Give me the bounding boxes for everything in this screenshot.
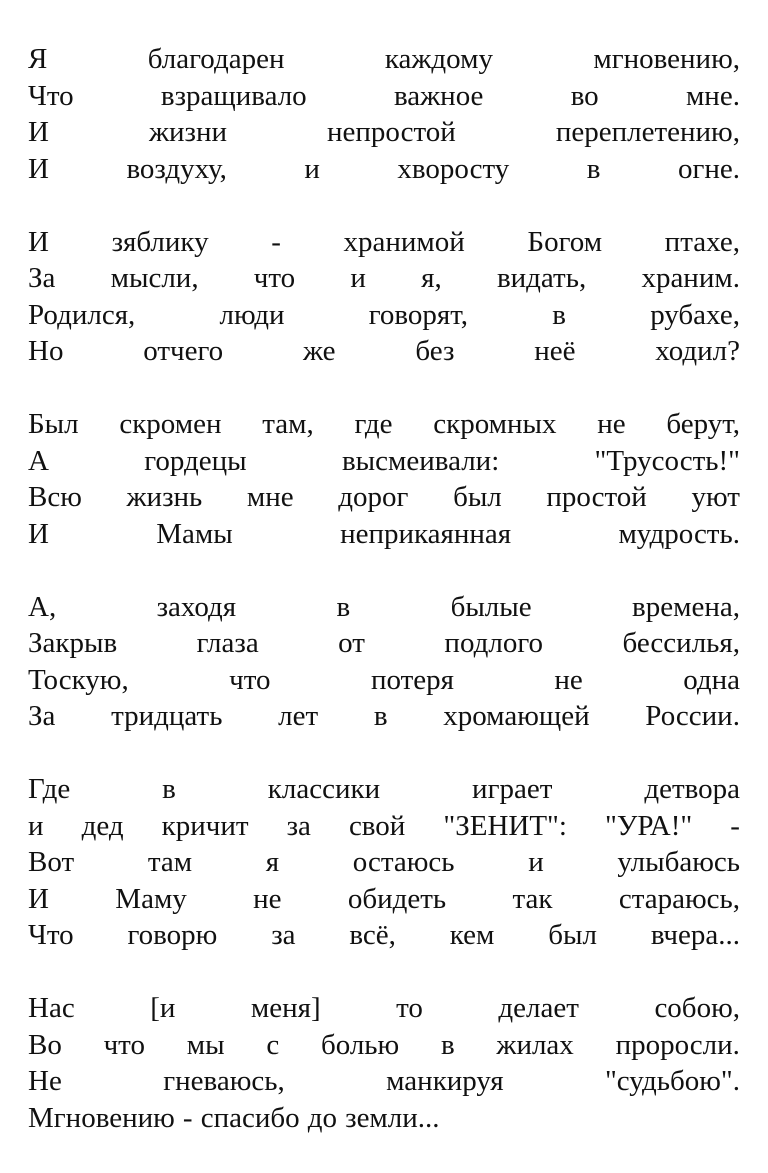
poem-word: лет <box>278 700 319 732</box>
poem-word: [и <box>150 992 176 1024</box>
stanza <box>28 406 740 552</box>
poem-word: огне. <box>677 152 740 185</box>
poem-word: жилах <box>496 1028 574 1061</box>
poem-word: мы <box>186 1028 225 1061</box>
poem-line <box>28 41 740 78</box>
poem-word: каждому <box>384 43 493 75</box>
poem-word: был <box>453 481 502 513</box>
poem-word: мне. <box>685 79 740 112</box>
poem-word: потеря <box>370 663 454 696</box>
poem-word: отчего <box>143 335 224 367</box>
poem-word: хромающей <box>443 700 590 732</box>
poem-word: я <box>265 846 280 878</box>
poem-word: с <box>266 1028 280 1061</box>
poem-word: делает <box>498 992 579 1024</box>
poem-word: уют <box>691 481 740 513</box>
poem-line <box>28 151 740 188</box>
poem-word: Всю <box>28 481 82 513</box>
poem-word: от <box>338 627 365 659</box>
poem-word: собою, <box>654 992 740 1024</box>
poem-line <box>28 1063 740 1100</box>
poem-line <box>28 881 740 918</box>
poem-word: не <box>554 663 583 696</box>
poem-word: что <box>253 262 296 294</box>
poem-word: Родился, <box>28 298 136 331</box>
poem-word: Маму <box>115 882 187 915</box>
poem-word: А, <box>28 590 57 623</box>
poem-word: неё <box>534 335 576 367</box>
poem-word: что <box>103 1028 145 1061</box>
poem-word: в <box>440 1028 455 1061</box>
poem-word: птахе, <box>664 225 740 258</box>
poem-word: И <box>28 225 49 258</box>
poem-word: дорог <box>338 481 409 513</box>
poem-word: И <box>28 517 49 550</box>
poem-word: простой <box>546 481 647 513</box>
poem-word: и <box>28 809 44 842</box>
poem-word: где <box>354 408 393 440</box>
poem-word: что <box>229 663 271 696</box>
poem-word: за <box>286 809 311 842</box>
poem-word: говорю <box>127 919 218 951</box>
poem-word: времена, <box>632 590 740 623</box>
poem-word: мне <box>246 481 294 513</box>
poem-word: глаза <box>196 627 259 659</box>
poem-word: Нас <box>28 992 75 1024</box>
poem-word: Вот <box>28 846 75 878</box>
poem-word: Не <box>28 1065 62 1097</box>
poem-word: Мамы <box>156 517 233 550</box>
poem-word: в <box>162 773 176 805</box>
poem-word: говорят, <box>368 298 468 331</box>
stanza <box>28 41 740 187</box>
poem-word: люди <box>219 298 285 331</box>
poem-word: в <box>552 298 566 331</box>
poem-line <box>28 990 740 1027</box>
poem-word: во <box>570 79 599 112</box>
poem-line <box>28 698 740 735</box>
poem-word: "ЗЕНИТ": <box>443 809 567 842</box>
stanza <box>28 589 740 735</box>
poem-word: и <box>350 262 366 294</box>
poem-word: Богом <box>527 225 603 258</box>
poem-word: зяблику <box>111 225 209 258</box>
poem-word: берут, <box>666 408 740 440</box>
poem-word: гордецы <box>144 444 247 477</box>
poem-word: За <box>28 700 56 732</box>
poem-word: так <box>512 882 553 915</box>
poem-line <box>28 917 740 954</box>
poem-line <box>28 1027 740 1064</box>
poem-line <box>28 479 740 516</box>
poem-line <box>28 297 740 334</box>
poem-word: непростой <box>327 116 456 148</box>
poem-word: детвора <box>644 773 740 805</box>
poem-word: России. <box>645 700 740 732</box>
poem-word: - <box>271 225 281 258</box>
poem-line <box>28 589 740 626</box>
poem-word: "судьбою". <box>604 1065 740 1097</box>
poem-word: жизни <box>148 116 228 148</box>
stanza <box>28 224 740 370</box>
poem-word: же <box>303 335 336 367</box>
poem-word: кричит <box>161 809 249 842</box>
poem-text <box>28 41 740 1173</box>
poem-word: стараюсь, <box>618 882 740 915</box>
poem-line <box>28 443 740 480</box>
poem-word: Что <box>28 79 74 112</box>
poem-word: И <box>28 882 49 915</box>
poem-word: жизнь <box>126 481 203 513</box>
poem-word: Тоскую, <box>28 663 129 696</box>
poem-word: Был <box>28 408 79 440</box>
poem-word: улыбаюсь <box>617 846 740 878</box>
poem-word: видать, <box>496 262 587 294</box>
poem-word: "УРА!" <box>605 809 693 842</box>
poem-line <box>28 224 740 261</box>
poem-word: неприкаянная <box>340 517 512 550</box>
poem-word: заходя <box>156 590 237 623</box>
poem-word: подлого <box>444 627 544 659</box>
poem-word: Мгновению <box>28 1101 175 1134</box>
poem-word: болью <box>320 1028 400 1061</box>
stanza <box>28 990 740 1136</box>
poem-word: высмеивали: <box>341 444 500 477</box>
poem-word: хранимой <box>343 225 465 258</box>
poem-word: манкируя <box>386 1065 504 1097</box>
poem-word: за <box>271 919 296 951</box>
poem-line <box>28 844 740 881</box>
poem-word: я, <box>421 262 442 294</box>
poem-word: рубахе, <box>650 298 740 331</box>
poem-line <box>28 114 740 151</box>
poem-line <box>28 771 740 808</box>
poem-word: мгновению, <box>593 43 740 75</box>
poem-word: там, <box>262 408 314 440</box>
poem-word: тридцать <box>111 700 223 732</box>
poem-word: скромных <box>433 408 557 440</box>
poem-word: гневаюсь, <box>163 1065 285 1097</box>
stanza <box>28 771 740 954</box>
poem-word: в <box>336 590 351 623</box>
poem-word: Закрыв <box>28 627 118 659</box>
poem-word: до <box>307 1101 337 1134</box>
poem-word: взращивало <box>160 79 307 112</box>
poem-word: не <box>253 882 282 915</box>
poem-word: в <box>586 152 601 185</box>
poem-word: обидеть <box>347 882 447 915</box>
poem-word: И <box>28 152 49 185</box>
poem-word: "Трусость!" <box>594 444 740 477</box>
poem-word: былые <box>450 590 532 623</box>
poem-word: бессилья, <box>622 627 740 659</box>
poem-word: дед <box>81 809 124 842</box>
poem-line <box>28 662 740 699</box>
poem-word: ходил? <box>655 335 740 367</box>
poem-word: мысли, <box>110 262 199 294</box>
poem-word: За <box>28 262 56 294</box>
poem-word: скромен <box>119 408 222 440</box>
poem-line <box>28 333 740 370</box>
poem-line <box>28 625 740 662</box>
poem-word: важное <box>393 79 484 112</box>
poem-word: спасибо <box>200 1101 300 1134</box>
poem-word: там <box>147 846 193 878</box>
poem-word: всё, <box>349 919 396 951</box>
poem-word: и <box>304 152 320 185</box>
poem-word: в <box>373 700 388 732</box>
poem-word: Где <box>28 773 71 805</box>
poem-word: переплетению, <box>555 116 740 148</box>
poem-word: А <box>28 444 49 477</box>
poem-word: - <box>730 809 740 842</box>
poem-word: свой <box>348 809 406 842</box>
poem-word: проросли. <box>615 1028 740 1061</box>
poem-line <box>28 406 740 443</box>
poem-word: - <box>182 1101 193 1134</box>
poem-word: Во <box>28 1028 62 1061</box>
poem-word: воздуху, <box>126 152 227 185</box>
poem-word: кем <box>449 919 495 951</box>
poem-line <box>28 808 740 845</box>
poem-word: классики <box>267 773 381 805</box>
poem-word: не <box>597 408 626 440</box>
poem-word: одна <box>683 663 740 696</box>
poem-line <box>28 516 740 553</box>
poem-word: хворосту <box>397 152 510 185</box>
poem-word: земли... <box>345 1101 440 1134</box>
poem-word: Но <box>28 335 64 367</box>
poem-word: Я <box>28 43 48 75</box>
poem-word: храним. <box>641 262 740 294</box>
poem-word: вчера... <box>650 919 740 951</box>
poem-line <box>28 260 740 297</box>
poem-line <box>28 1100 740 1137</box>
poem-word: благодарен <box>147 43 285 75</box>
poem-word: Что <box>28 919 74 951</box>
poem-word: и <box>528 846 544 878</box>
poem-line <box>28 78 740 115</box>
poem-word: меня] <box>250 992 321 1024</box>
poem-word: то <box>396 992 423 1024</box>
poem-word: без <box>415 335 455 367</box>
poem-word: был <box>548 919 597 951</box>
poem-word: мудрость. <box>618 517 740 550</box>
poem-word: играет <box>472 773 553 805</box>
poem-word: остаюсь <box>352 846 455 878</box>
poem-word: И <box>28 116 49 148</box>
